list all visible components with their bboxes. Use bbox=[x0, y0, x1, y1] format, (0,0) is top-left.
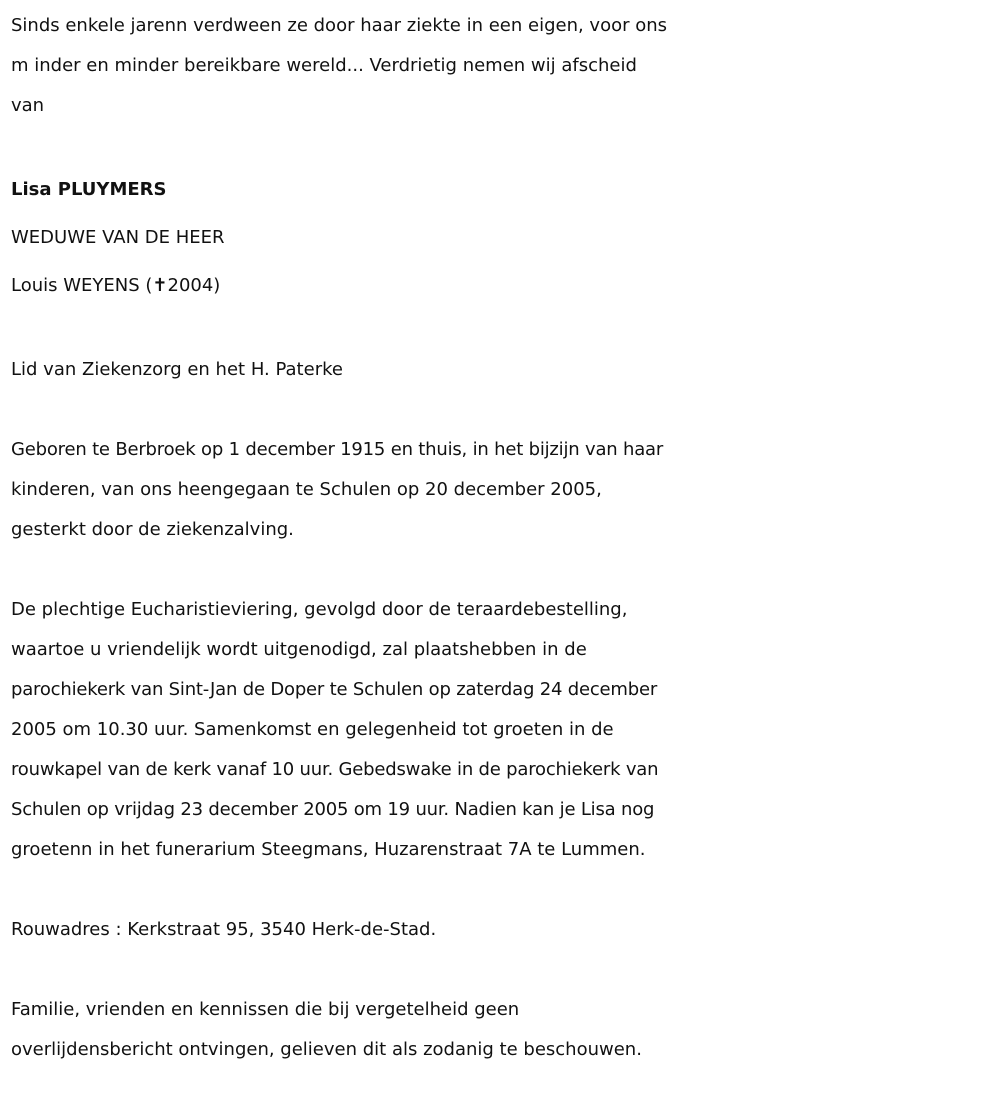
address-paragraph bbox=[11, 910, 991, 950]
ceremony-line-3: parochiekerk van Sint-Jan de Doper te Schulen op zaterdag 24 december bbox=[11, 679, 658, 700]
ceremony-paragraph bbox=[11, 590, 991, 870]
deceased-name: Lisa PLUYMERS bbox=[11, 179, 167, 200]
intro-line-2: m inder en minder bereikbare wereld... Verdrietig nemen wij afscheid bbox=[11, 55, 637, 76]
intro-paragraph bbox=[11, 6, 991, 126]
ceremony-line-4: 2005 om 10.30 uur. Samenkomst en gelegenheid tot groeten in de bbox=[11, 719, 614, 740]
obituary-document bbox=[11, 6, 991, 1110]
birth-death-line-1: Geboren te Berbroek op 1 december 1915 en thuis, in het bijzijn van haar bbox=[11, 439, 664, 460]
deceased-title: WEDUWE VAN DE HEER bbox=[11, 227, 225, 248]
birth-death-paragraph bbox=[11, 430, 991, 550]
closing-line-1: Familie, vrienden en kennissen die bij vergetelheid geen bbox=[11, 999, 520, 1020]
birth-death-line-2: kinderen, van ons heengegaan te Schulen op 20 december 2005, bbox=[11, 479, 602, 500]
ceremony-line-7: groetenn in het funerarium Steegmans, Huzarenstraat 7A te Lummen. bbox=[11, 839, 646, 860]
deceased-spouse: Louis WEYENS (✝2004) bbox=[11, 275, 221, 296]
membership-paragraph bbox=[11, 350, 991, 390]
closing-paragraph bbox=[11, 990, 991, 1070]
deceased-block bbox=[11, 166, 991, 310]
intro-line-3: van bbox=[11, 95, 45, 116]
intro-line-1: Sinds enkele jarenn verdween ze door haar ziekte in een eigen, voor ons bbox=[11, 15, 668, 36]
ceremony-line-5: rouwkapel van de kerk vanaf 10 uur. Gebedswake in de parochiekerk van bbox=[11, 759, 659, 780]
ceremony-line-2: waartoe u vriendelijk wordt uitgenodigd, zal plaatshebben in de bbox=[11, 639, 587, 660]
address-line: Rouwadres : Kerkstraat 95, 3540 Herk-de-Stad. bbox=[11, 919, 437, 940]
ceremony-line-1: De plechtige Eucharistieviering, gevolgd door de teraardebestelling, bbox=[11, 599, 628, 620]
ceremony-line-6: Schulen op vrijdag 23 december 2005 om 19 uur. Nadien kan je Lisa nog bbox=[11, 799, 655, 820]
membership-line: Lid van Ziekenzorg en het H. Paterke bbox=[11, 359, 343, 380]
closing-line-2: overlijdensbericht ontvingen, gelieven dit als zodanig te beschouwen. bbox=[11, 1039, 642, 1060]
birth-death-line-3: gesterkt door de ziekenzalving. bbox=[11, 519, 294, 540]
